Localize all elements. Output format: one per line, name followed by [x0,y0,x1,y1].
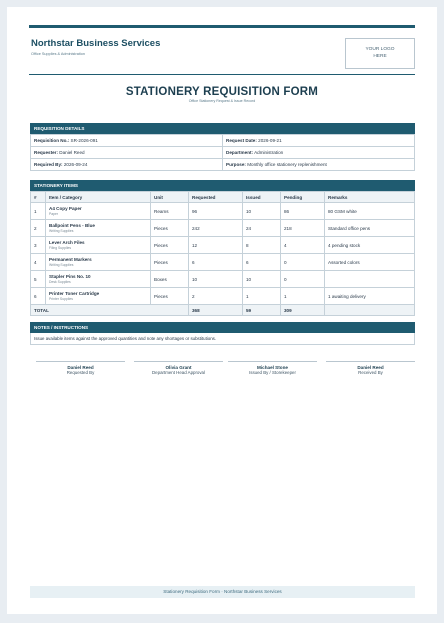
item-name: Permanent Markers [49,257,92,262]
page-footer: Stationery Requisition Form · Northstar Business Services [30,586,415,598]
field-label: Requester: [34,150,58,155]
table-row [31,237,415,254]
item-category: Desk Supplies [49,280,71,284]
item-pending: 218 [281,220,325,237]
signatory-role: Received By [358,370,383,375]
item-requested: 10 [189,271,243,288]
field-value: Monthly office stationery replenishment [247,162,327,167]
item-name: Ballpoint Pens - Blue [49,223,95,228]
item-number: 6 [31,288,46,305]
item-pending: 0 [281,254,325,271]
form-page [7,7,437,614]
item-requested: 2 [189,288,243,305]
signature-block-approval [134,361,223,375]
field-label: Request Date: [226,138,257,143]
item-number: 4 [31,254,46,271]
company-name: Northstar Business Services [31,38,161,49]
item-category: Printer Supplies [49,297,73,301]
signatory-role: Issued By / Storekeeper [249,370,296,375]
column-header: Remarks [325,192,415,203]
field-purpose [223,159,415,171]
item-remarks: 80 GSM white [325,203,415,220]
item-issued: 10 [243,271,281,288]
item-requested: 96 [189,203,243,220]
total-requested: 368 [189,305,243,316]
item-remarks: Assorted colors [325,254,415,271]
item-unit: Boxes [151,271,189,288]
item-remarks: Standard office pens [325,220,415,237]
item-issued: 24 [243,220,281,237]
total-remarks [325,305,415,316]
item-unit: Pieces [151,254,189,271]
item-pending: 1 [281,288,325,305]
field-label: Required By: [34,162,63,167]
column-header: Item / Category [46,192,151,203]
item-remarks: 1 awaiting delivery [325,288,415,305]
item-name: Lever Arch Files [49,240,85,245]
field-value: 2026-09-24 [63,162,88,167]
section-heading-details: REQUISITION DETAILS [30,123,415,134]
signature-block-received [326,361,415,375]
item-category: Writing Supplies [49,263,74,267]
item-unit: Reams [151,203,189,220]
column-header: Unit [151,192,189,203]
field-value: Administration [254,150,284,155]
table-row [31,271,415,288]
field-department [223,147,415,159]
item-number: 3 [31,237,46,254]
table-row [31,203,415,220]
total-pending: 309 [281,305,325,316]
company-tagline: Office Supplies & Administration [31,52,85,56]
signatory-role: Requested By [66,370,95,375]
signature-line [134,361,223,362]
item-name: Printer Toner Cartridge [49,291,100,296]
item-name-cell [46,220,151,237]
item-name-cell [46,237,151,254]
column-header: Pending [281,192,325,203]
signature-line [228,361,317,362]
signatory-name: Olivia Grant [165,365,192,370]
field-value: Daniel Reed [59,150,85,155]
item-name-cell [46,254,151,271]
item-pending: 0 [281,271,325,288]
item-requested: 12 [189,237,243,254]
item-name: A4 Copy Paper [49,206,82,211]
item-issued: 8 [243,237,281,254]
item-name-cell [46,203,151,220]
item-issued: 6 [243,254,281,271]
top-accent-bar [29,25,415,28]
section-heading-items: STATIONERY ITEMS [30,180,415,191]
item-pending: 4 [281,237,325,254]
signatory-name: Daniel Reed [357,365,384,370]
signature-block-requested [36,361,125,375]
item-name-cell [46,288,151,305]
field-request-date [223,135,415,147]
table-row [31,288,415,305]
table-row [31,220,415,237]
logo-text: YOUR LOGO HERE [365,47,395,59]
column-header: Requested [189,192,243,203]
field-label: Department: [226,150,254,155]
item-name: Stapler Pins No. 10 [49,274,91,279]
item-requested: 242 [189,220,243,237]
item-category: Writing Supplies [49,229,74,233]
column-header: Issued [243,192,281,203]
item-unit: Pieces [151,288,189,305]
item-issued: 1 [243,288,281,305]
item-pending: 86 [281,203,325,220]
item-category: Filing Supplies [49,246,72,250]
item-unit: Pieces [151,237,189,254]
signatory-role: Department Head Approval [152,370,205,375]
item-number: 1 [31,203,46,220]
notes-text: Issue available items against the approved quantities and note any shortages or substitutions. [30,333,415,345]
total-label: TOTAL [31,305,189,316]
item-number: 2 [31,220,46,237]
field-requester [31,147,223,159]
item-category: Paper [49,212,59,216]
item-remarks: 4 pending stock [325,237,415,254]
items-table [30,191,415,316]
field-value: SR-2026-091 [70,138,98,143]
total-row [31,305,415,316]
signature-line [326,361,415,362]
item-issued: 10 [243,203,281,220]
field-required-by [31,159,223,171]
item-remarks [325,271,415,288]
column-header: # [31,192,46,203]
items-header-row [31,192,415,203]
details-table [30,134,415,171]
section-heading-notes: NOTES / INSTRUCTIONS [30,322,415,333]
signatory-name: Michael Stone [257,365,288,370]
logo-placeholder [345,38,415,69]
total-issued: 59 [243,305,281,316]
table-row [31,254,415,271]
form-subtitle: Office Stationery Request & Issue Record [188,99,256,103]
field-requisition-no [31,135,223,147]
field-label: Purpose: [226,162,246,167]
header-divider [29,74,415,75]
field-value: 2026-09-21 [258,138,282,143]
form-title: STATIONERY REQUISITION FORM [125,86,319,98]
signatory-name: Daniel Reed [67,365,94,370]
field-label: Requisition No.: [34,138,70,143]
item-unit: Pieces [151,220,189,237]
signature-block-issued [228,361,317,375]
signature-line [36,361,125,362]
item-number: 5 [31,271,46,288]
item-requested: 6 [189,254,243,271]
item-name-cell [46,271,151,288]
